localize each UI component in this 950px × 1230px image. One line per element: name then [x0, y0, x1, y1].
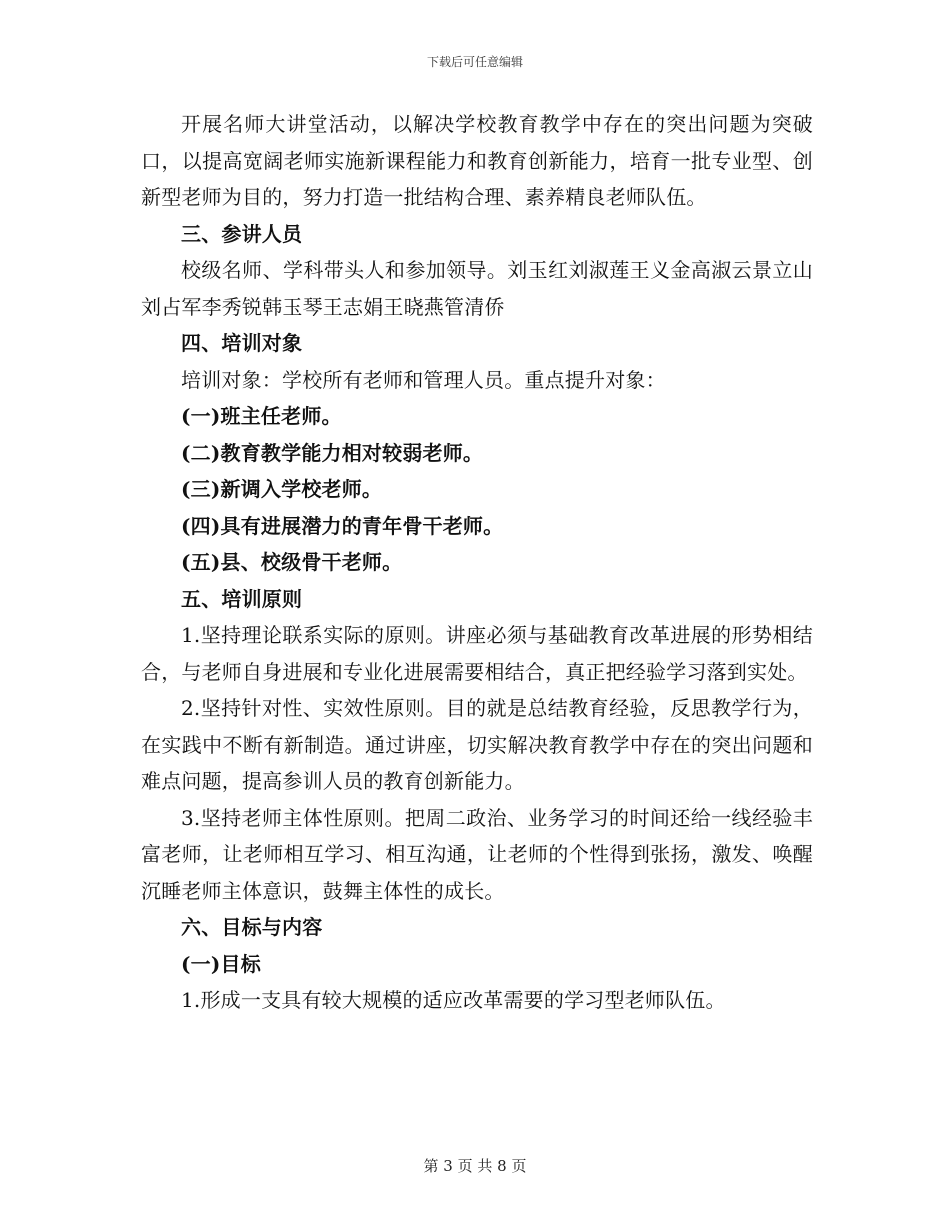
document-body — [141, 106, 813, 1019]
trainee-item-4: (四)具有进展潜力的青年骨干老师。 — [181, 513, 504, 538]
subheading-goal: (一)目标 — [181, 951, 261, 976]
trainee-item-5: (五)县、校级骨干老师。 — [181, 550, 403, 574]
principle-1: 1.坚持理论联系实际的原则。讲座必须与基础教育改革进展的形势相结合，与老师自身进展和专业化进展需要相结合，真正把经验学习落到实处。 — [141, 623, 813, 684]
section-heading-trainees: 四、培训对象 — [181, 331, 303, 355]
principle-3: 3.坚持老师主体性原则。把周二政治、业务学习的时间还给一线经验丰富老师，让老师相互学习、相互沟通，让老师的个性得到张扬，激发、唤醒沉睡老师主体意识，鼓舞主体性的成长。 — [141, 805, 813, 903]
section-heading-speakers: 三、参讲人员 — [181, 221, 303, 246]
paragraph-purpose: 开展名师大讲堂活动，以解决学校教育教学中存在的突出问题为突破口，以提高宽阔老师实施新课程能力和教育创新能力，培育一批专业型、创新型老师为目的，努力打造一批结构合理、素养精良老师队伍。 — [141, 112, 813, 209]
paragraph-trainees: 培训对象：学校所有老师和管理人员。重点提升对象： — [181, 367, 666, 392]
section-heading-goals: 六、目标与内容 — [181, 915, 323, 939]
principle-2: 2.坚持针对性、实效性原则。目的就是总结教育经验，反思教学行为，在实践中不断有新制造。通过讲座，切实解决教育教学中存在的突出问题和难点问题，提高参训人员的教育创新能力。 — [141, 696, 813, 793]
goal-item-1: 1.形成一支具有较大规模的适应改革需要的学习型老师队伍。 — [181, 988, 726, 1012]
trainee-item-1: (一)班主任老师。 — [181, 404, 342, 428]
page-number: 第 3 页 共 8 页 — [423, 1157, 527, 1175]
trainee-item-3: (三)新调入学校老师。 — [181, 477, 383, 501]
page-header-note: 下载后可任意编辑 — [426, 55, 523, 69]
section-heading-principles: 五、培训原则 — [181, 586, 303, 611]
paragraph-speakers: 校级名师、学科带头人和参加领导。刘玉红刘淑莲王义金高淑云景立山刘占军李秀锐韩玉琴王志娟王晓燕管清侨 — [141, 258, 813, 319]
trainee-item-2: (二)教育教学能力相对较弱老师。 — [181, 440, 484, 465]
